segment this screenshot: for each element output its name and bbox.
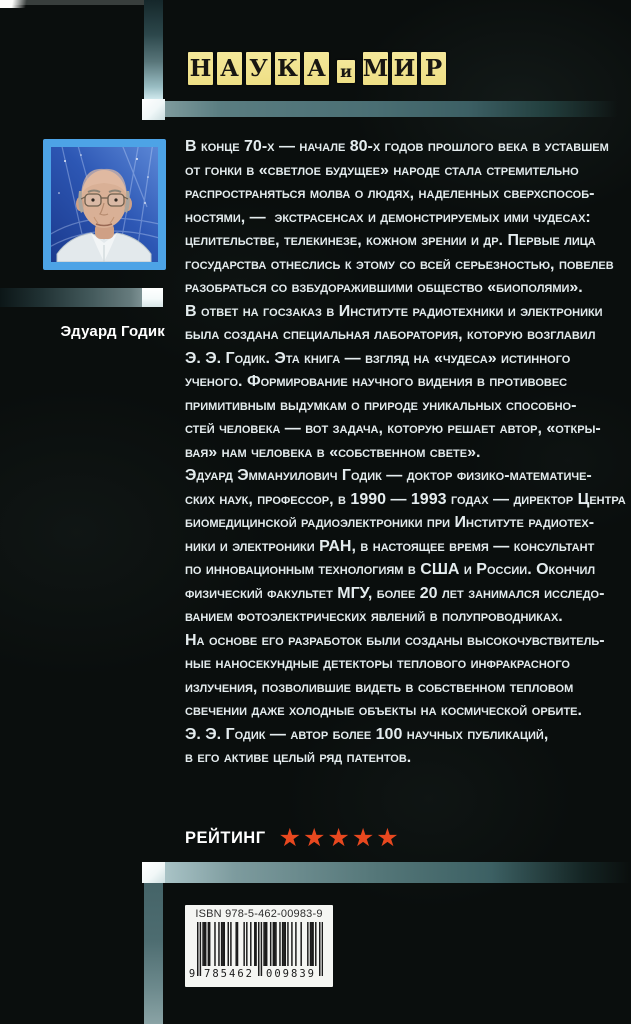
annotation-line: ные наносекундные детекторы теплового инфракрасного [185,655,570,672]
annotation-line: в его активе целый ряд патентов. [185,749,412,766]
series-title-letter: и [337,60,355,83]
series-title-letter: А [217,52,242,85]
photo-divider-highlight [142,288,163,307]
annotation-line: была создана специальная лаборатория, которую возглавил [185,326,596,343]
annotation-line: ностями, — экстрасенсах и демонстрируемых ими чудесах: [185,208,591,226]
series-title-letter: Н [188,52,213,85]
annotation-line: Э. Э. Годик — автор более 100 научных публикаций, [185,725,549,743]
isbn-label: ISBN 978-5-462-00983-9 [195,908,323,920]
rating-stars [279,825,401,851]
annotation-line: стей человека — вот задача, которую решает автор, «откры- [185,420,601,437]
rating-row [185,824,401,852]
series-title-letter: А [304,52,329,85]
annotation-line: В ответ на госзаказ в Институте радиотехники и электроники [185,302,603,320]
annotation-line: примитивным выдумкам о природе уникальных способно- [185,396,577,414]
photo-divider-bar [0,288,163,307]
annotation-line: В конце 70-х — начале 80-х годов прошлого века в уставшем [185,138,609,155]
rating-label: РЕЙТИНГ [185,828,266,847]
series-title-letter: К [275,52,300,85]
bottom-vertical-bar [144,883,163,1024]
star-icon: ★ [376,824,399,852]
series-title [188,52,446,85]
annotation-line: ванием фотоэлектрических явлений в полупроводниках. [185,608,563,625]
barcode-digit-first: 9 [188,968,196,980]
annotation-line: физический факультет МГУ, более 20 лет занимался исследо- [185,584,605,602]
annotation-text [185,135,627,770]
annotation-line: распространяться молва о людях, наделенных сверхспособ- [185,185,595,202]
series-title-letter: У [246,52,271,85]
annotation-line: На основе его разработок были созданы высокочувствитель- [185,631,605,649]
series-title-word [188,52,329,85]
annotation-line: государства отнеслись к этому со всей серьезностью, повелев [185,255,614,273]
annotation-line: разобраться со взбудоражившими общество «биополями». [185,279,583,296]
star-icon: ★ [327,824,350,852]
star-icon: ★ [278,824,301,852]
bottom-corner-highlight [142,862,165,883]
annotation-line: целительстве, телекинезе, кожном зрении и др. Первые лица [185,232,596,249]
top-vertical-bar [144,0,163,99]
star-icon: ★ [351,824,375,852]
barcode-box [185,905,333,987]
barcode-digits-left: 785462 [204,968,254,980]
annotation-line: биомедицинской радиоэлектроники при Институте радиотех- [185,514,595,531]
annotation-line: ники и электроники РАН, в настоящее время — консультант [185,537,595,555]
annotation-line: ских наук, профессор, в 1990 — 1993 годах — директор Центра [185,490,626,508]
annotation-line: вая» нам человека в «собственном свете». [185,443,481,461]
top-horizontal-band [165,101,631,117]
top-corner-highlight [142,99,165,120]
bottom-horizontal-band [165,862,631,883]
series-title-letter: И [392,52,417,85]
series-title-word [363,52,446,85]
annotation-line: от гонки в «светлое будущее» народе стала стремительно [185,161,579,179]
author-portrait-photo [51,147,158,262]
annotation-line: ученого. Формирование научного видения в противовес [185,373,568,390]
author-photo-frame [43,139,166,270]
annotation-line: Эдуард Эммануилович Годик — доктор физико-математиче- [185,467,592,484]
star-icon: ★ [303,824,326,852]
annotation-line: по инновационным технологиям в США и России. Окончил [185,561,596,578]
annotation-line: излучения, позволившие видеть в собственном тепловом [185,678,574,696]
series-title-letter: М [363,52,388,85]
scan-corner-artifact [0,0,27,8]
series-title-word [337,55,355,83]
series-title-letter: Р [421,52,446,85]
author-caption: Эдуард Годик [60,323,165,340]
annotation-line: Э. Э. Годик. Эта книга — взгляд на «чудеса» истинного [185,349,571,367]
barcode-digits-right: 009839 [266,968,316,980]
annotation-line: свечении даже холодные объекты на космической орбите. [185,702,582,719]
